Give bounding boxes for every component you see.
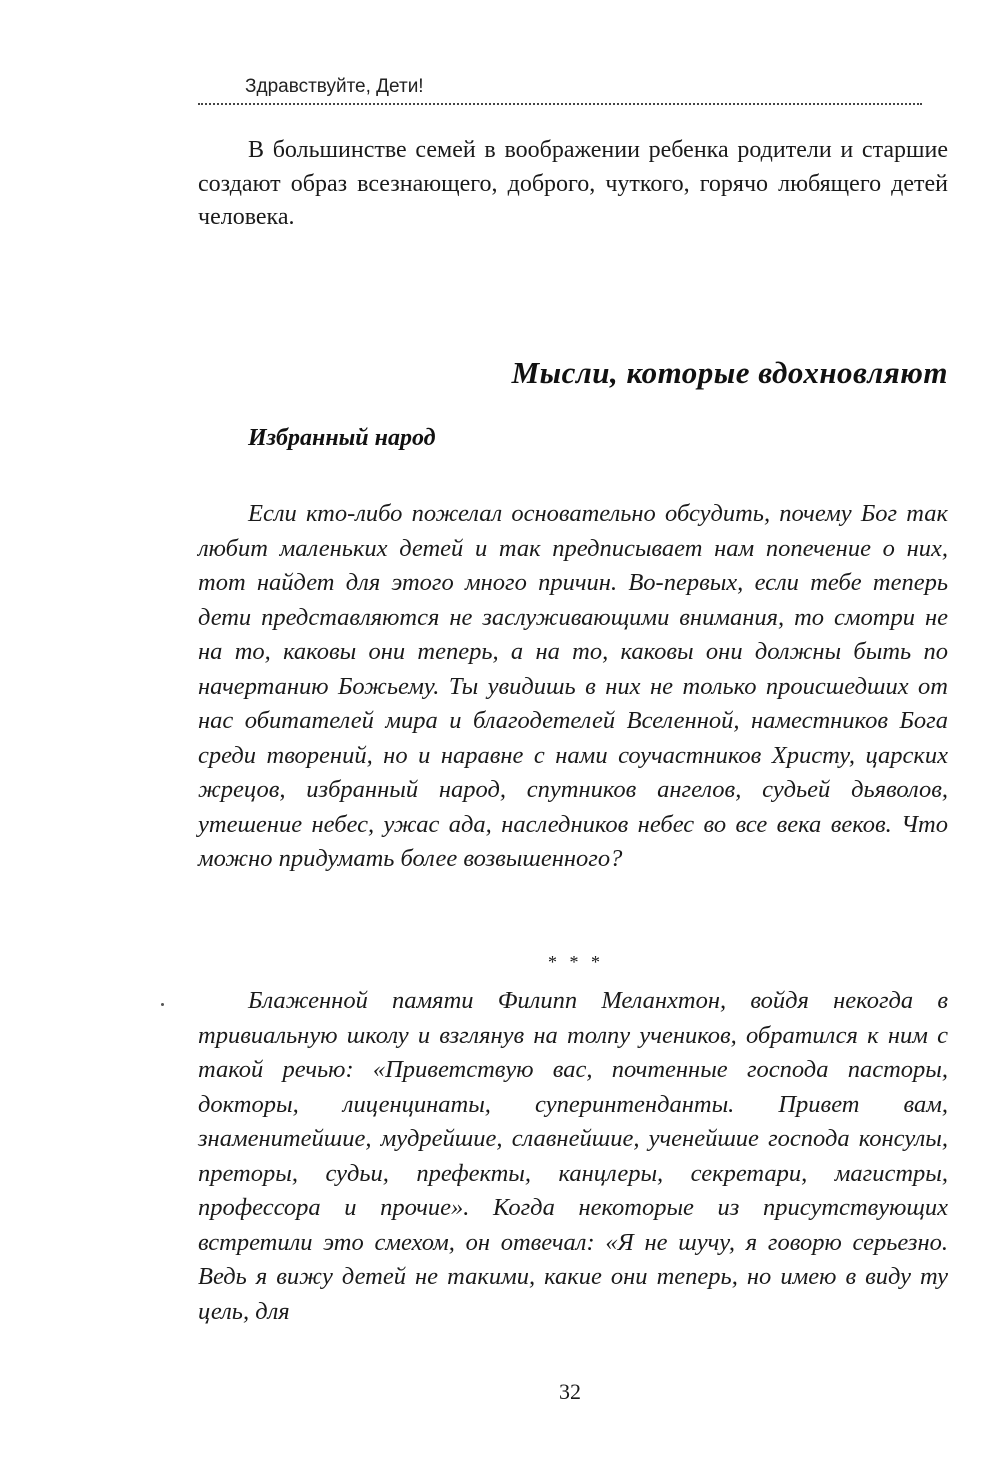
section-separator: * * * <box>548 952 604 972</box>
intro-block <box>198 134 948 235</box>
section-subtitle: Избранный народ <box>248 425 436 451</box>
scan-speck <box>161 1003 164 1006</box>
section-title: Мысли, которые вдохновляют <box>511 355 948 390</box>
intro-paragraph: В большинстве семей в воображении ребенка родители и старшие создают образ всезнающего, доброго, чуткого, горячо любящего детей человека. <box>198 137 948 230</box>
page-number: 32 <box>559 1379 581 1404</box>
body-block-1 <box>198 497 948 877</box>
header-divider <box>198 103 922 105</box>
running-title: Здравствуйте, Дети! <box>245 76 424 97</box>
body-block-2 <box>198 984 948 1329</box>
body-paragraph-1: Если кто-либо пожелал основательно обсудить, почему Бог так любит маленьких детей и так предписывает нам попечение о них, тот найдет для этого много причин. Во-первых, если тебе теперь дети представляются не заслуживающими внимания, то смотри не на то, каковы они теперь, а на то, каковы они должны быть по начертанию Божьему. Ты увидишь в них не только происшедших от нас обитателей мира и благодетелей Вселенной, наместников Бога среди творений, но и наравне с нами соучастников Христу, царских жрецов, избранный народ, спутников ангелов, судьей дьяволов, утешение небес, ужас ада, наследников небес во все века веков. Что можно придумать более возвышенного? <box>198 500 948 872</box>
body-paragraph-2: Блаженной памяти Филипп Меланхтон, войдя некогда в тривиальную школу и взглянув на толпу учеников, обратился к ним с такой речью: «Приветствую вас, почтенные господа пасторы, докторы, лиценцинаты, суперинтенданты. Привет вам, знаменитейшие, мудрейшие, славнейшие, ученейшие господа консулы, преторы, судьи, префекты, канцлеры, секретари, магистры, профессора и прочие». Когда некоторые из присутствующих встретили это смехом, он отвечал: «Я не шучу, я говорю серьезно. Ведь я вижу детей не такими, какие они теперь, но имею в виду ту цель, для <box>198 987 948 1325</box>
